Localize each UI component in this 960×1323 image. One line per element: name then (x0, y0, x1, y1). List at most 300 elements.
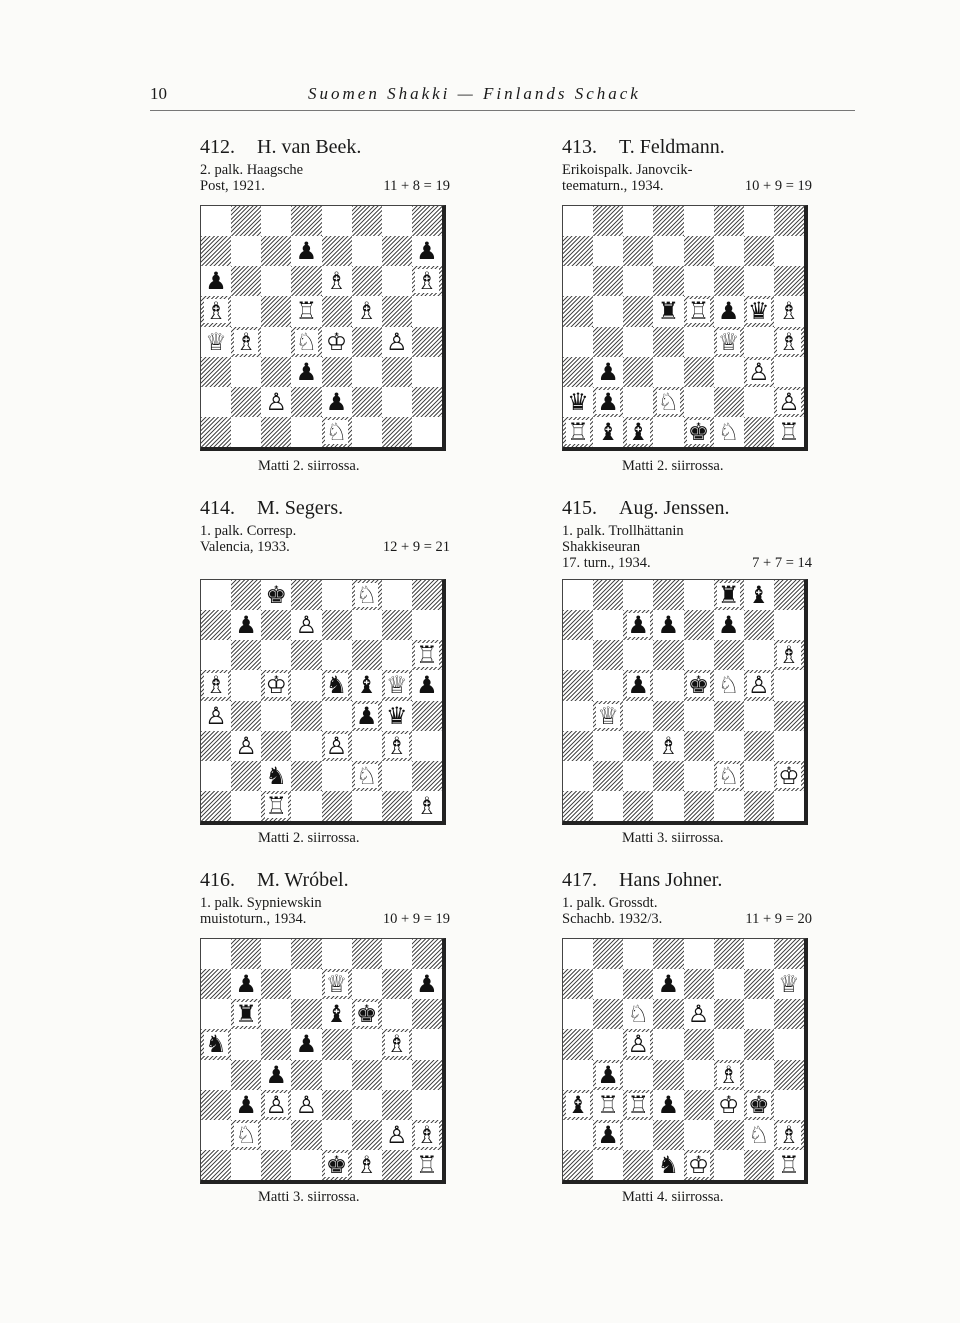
black-pawn-icon: ♟ (717, 611, 740, 640)
source-line: muistoturn., 1934. (200, 911, 307, 927)
board-square (623, 1090, 653, 1120)
white-pawn-icon: ♙ (627, 1030, 650, 1059)
black-rook-icon: ♜ (657, 297, 680, 326)
board-square (563, 327, 593, 357)
board-square (744, 580, 774, 610)
board-square (684, 969, 714, 999)
board-square (623, 999, 653, 1029)
white-pawn-icon: ♙ (295, 1090, 318, 1119)
board-square (623, 791, 653, 821)
board-square (714, 1120, 744, 1150)
problem-title (200, 497, 450, 519)
board-square (352, 761, 382, 791)
black-pawn-icon: ♟ (416, 237, 438, 266)
black-bishop-icon: ♝ (627, 417, 650, 446)
white-queen-icon: ♕ (325, 970, 348, 999)
board-square (714, 670, 744, 700)
board-square (593, 1150, 623, 1180)
board-square (774, 236, 804, 266)
board-square (352, 969, 382, 999)
board-square (563, 731, 593, 761)
white-knight-icon: ♘ (627, 1000, 650, 1029)
white-pawn-icon: ♙ (748, 357, 770, 386)
board-square (653, 640, 683, 670)
board-square (352, 640, 382, 670)
problem-author: T. Feldmann. (619, 136, 725, 158)
white-rook-icon: ♖ (627, 1090, 650, 1119)
white-knight-icon: ♘ (717, 761, 740, 790)
board-square (291, 969, 321, 999)
source-line: 2. palk. Haagsche (200, 162, 304, 178)
board-square (291, 1120, 321, 1150)
board-square (201, 1029, 231, 1059)
problem-stipulation: Matti 3. siirrossa. (258, 1189, 360, 1205)
board-square (714, 1029, 744, 1059)
page-number: 10 (150, 84, 167, 103)
black-pawn-icon: ♟ (627, 671, 650, 700)
board-square (714, 206, 744, 236)
board-square (653, 1150, 683, 1180)
problem-stipulation: Matti 3. siirrossa. (622, 830, 724, 846)
board-square (231, 417, 261, 447)
board-square (322, 206, 352, 236)
black-knight-icon: ♞ (265, 761, 288, 790)
board-square (322, 296, 352, 326)
board-square (563, 1090, 593, 1120)
problem-number: 413. (562, 136, 597, 158)
white-pawn-icon: ♙ (687, 1000, 710, 1029)
board-square (623, 731, 653, 761)
board-square (261, 580, 291, 610)
white-bishop-icon: ♗ (778, 1120, 800, 1149)
board-square (322, 610, 352, 640)
board-square (653, 327, 683, 357)
problem-number: 414. (200, 497, 235, 519)
board-square (774, 1090, 804, 1120)
chess-diagram (200, 579, 446, 825)
black-pawn-icon: ♟ (235, 1090, 257, 1119)
black-knight-icon: ♞ (325, 671, 348, 700)
white-bishop-icon: ♗ (416, 791, 438, 820)
board-square (231, 266, 261, 296)
board-square (653, 580, 683, 610)
board-square (352, 357, 382, 387)
problem-heading (200, 869, 450, 927)
board-square (201, 670, 231, 700)
black-pawn-icon: ♟ (657, 970, 680, 999)
board-square (774, 670, 804, 700)
white-queen-icon: ♕ (597, 701, 619, 730)
board-square (774, 1120, 804, 1150)
board-square (382, 417, 412, 447)
board-square (291, 236, 321, 266)
board-square (593, 1060, 623, 1090)
source-line: 1. palk. Trollhättanin (562, 523, 684, 539)
white-pawn-icon: ♙ (386, 1120, 408, 1149)
problem-heading (200, 497, 450, 555)
black-queen-icon: ♛ (748, 297, 770, 326)
black-knight-icon: ♞ (205, 1030, 227, 1059)
white-knight-icon: ♘ (717, 671, 740, 700)
board-square (684, 761, 714, 791)
board-square (261, 387, 291, 417)
board-square (684, 1060, 714, 1090)
problem-stipulation: Matti 2. siirrossa. (622, 458, 724, 474)
board-square (352, 731, 382, 761)
chess-board (200, 205, 446, 451)
black-queen-icon: ♛ (386, 701, 408, 730)
black-pawn-icon: ♟ (597, 357, 619, 386)
source-line: Erikoispalk. Janovcik- (562, 162, 693, 178)
black-rook-icon: ♜ (235, 1000, 257, 1029)
board-square (201, 206, 231, 236)
chess-diagram (562, 205, 808, 451)
problem-author: M. Wróbel. (257, 869, 349, 891)
board-square (352, 1090, 382, 1120)
board-square (774, 701, 804, 731)
black-pawn-icon: ♟ (597, 1060, 619, 1089)
board-square (352, 791, 382, 821)
board-square (774, 206, 804, 236)
white-knight-icon: ♘ (355, 761, 378, 790)
board-square (684, 327, 714, 357)
board-square (714, 327, 744, 357)
source-line: Shakkiseuran (562, 539, 641, 555)
board-square (684, 791, 714, 821)
white-king-icon: ♔ (717, 1090, 740, 1119)
board-square (744, 266, 774, 296)
black-pawn-icon: ♟ (295, 357, 318, 386)
source-line: Schachb. 1932/3. (562, 911, 663, 927)
board-square (774, 266, 804, 296)
board-square (261, 999, 291, 1029)
problem-number: 412. (200, 136, 235, 158)
board-square (593, 206, 623, 236)
board-square (201, 1090, 231, 1120)
board-square (201, 701, 231, 731)
board-square (352, 670, 382, 700)
board-square (382, 731, 412, 761)
board-square (563, 580, 593, 610)
board-square (231, 1029, 261, 1059)
board-square (231, 1060, 261, 1090)
board-square (231, 610, 261, 640)
board-square (744, 670, 774, 700)
problem-number: 415. (562, 497, 597, 519)
problem-heading (562, 497, 812, 571)
board-square (623, 640, 653, 670)
board-square (382, 1060, 412, 1090)
white-king-icon: ♔ (687, 1150, 710, 1179)
white-queen-icon: ♕ (717, 327, 740, 356)
board-square (261, 670, 291, 700)
board-square (714, 417, 744, 447)
board-square (291, 640, 321, 670)
board-square (684, 357, 714, 387)
board-square (684, 1090, 714, 1120)
black-bishop-icon: ♝ (748, 581, 770, 610)
chess-board (562, 205, 808, 451)
board-square (563, 357, 593, 387)
board-square (201, 969, 231, 999)
board-square (201, 327, 231, 357)
black-pawn-icon: ♟ (295, 1030, 318, 1059)
board-square (774, 761, 804, 791)
board-square (714, 296, 744, 326)
board-square (412, 206, 442, 236)
board-square (714, 1090, 744, 1120)
board-square (684, 296, 714, 326)
board-square (714, 969, 744, 999)
white-bishop-icon: ♗ (416, 267, 438, 296)
board-square (412, 1150, 442, 1180)
board-square (412, 417, 442, 447)
board-square (593, 1029, 623, 1059)
board-square (563, 236, 593, 266)
board-square (714, 939, 744, 969)
board-square (261, 1090, 291, 1120)
black-bishop-icon: ♝ (355, 671, 378, 700)
board-square (231, 999, 261, 1029)
board-square (322, 640, 352, 670)
board-square (382, 236, 412, 266)
board-square (201, 266, 231, 296)
board-square (412, 731, 442, 761)
problem-source (200, 895, 450, 927)
board-square (714, 1150, 744, 1180)
board-square (231, 387, 261, 417)
board-square (382, 761, 412, 791)
board-square (231, 206, 261, 236)
board-square (744, 1060, 774, 1090)
board-square (382, 266, 412, 296)
board-square (744, 731, 774, 761)
board-square (322, 999, 352, 1029)
board-square (684, 731, 714, 761)
header-rule (150, 110, 855, 111)
white-bishop-icon: ♗ (778, 297, 800, 326)
board-square (261, 236, 291, 266)
white-bishop-icon: ♗ (386, 1030, 408, 1059)
board-square (653, 206, 683, 236)
board-square (593, 999, 623, 1029)
board-square (744, 761, 774, 791)
board-square (412, 1029, 442, 1059)
board-square (623, 701, 653, 731)
chess-diagram (562, 579, 808, 825)
board-square (623, 206, 653, 236)
board-square (352, 1120, 382, 1150)
board-square (291, 1029, 321, 1059)
board-square (563, 791, 593, 821)
board-square (352, 236, 382, 266)
black-pawn-icon: ♟ (657, 611, 680, 640)
board-square (563, 206, 593, 236)
board-square (563, 1029, 593, 1059)
board-square (593, 387, 623, 417)
board-square (623, 939, 653, 969)
board-square (322, 357, 352, 387)
board-square (593, 640, 623, 670)
board-square (322, 1150, 352, 1180)
board-square (653, 1060, 683, 1090)
board-square (563, 939, 593, 969)
white-king-icon: ♔ (325, 327, 348, 356)
piece-count: 11 + 8 = 19 (383, 178, 450, 194)
board-square (352, 327, 382, 357)
board-square (322, 731, 352, 761)
board-square (261, 939, 291, 969)
black-pawn-icon: ♟ (265, 1060, 288, 1089)
board-square (774, 1150, 804, 1180)
black-pawn-icon: ♟ (597, 387, 619, 416)
board-square (563, 969, 593, 999)
board-square (291, 580, 321, 610)
board-square (412, 701, 442, 731)
board-square (774, 327, 804, 357)
board-square (593, 701, 623, 731)
board-square (623, 387, 653, 417)
board-square (322, 969, 352, 999)
board-square (322, 236, 352, 266)
board-square (291, 357, 321, 387)
board-square (412, 1120, 442, 1150)
board-square (714, 731, 744, 761)
board-square (593, 1090, 623, 1120)
board-square (322, 387, 352, 417)
board-square (291, 731, 321, 761)
board-square (593, 791, 623, 821)
white-pawn-icon: ♙ (235, 731, 257, 760)
problem-title (200, 136, 450, 158)
board-square (412, 610, 442, 640)
board-square (261, 1120, 291, 1150)
chess-board (200, 579, 446, 825)
board-square (231, 969, 261, 999)
board-square (774, 610, 804, 640)
white-pawn-icon: ♙ (325, 731, 348, 760)
board-square (322, 1060, 352, 1090)
board-square (382, 610, 412, 640)
white-rook-icon: ♖ (778, 1150, 800, 1179)
board-square (593, 670, 623, 700)
board-square (744, 610, 774, 640)
board-square (593, 357, 623, 387)
board-square (382, 1090, 412, 1120)
board-square (744, 236, 774, 266)
board-square (382, 580, 412, 610)
problem-source (200, 162, 450, 194)
white-bishop-icon: ♗ (657, 731, 680, 760)
board-square (382, 999, 412, 1029)
board-square (261, 417, 291, 447)
board-square (744, 1090, 774, 1120)
board-square (563, 999, 593, 1029)
board-square (774, 387, 804, 417)
black-king-icon: ♚ (355, 1000, 378, 1029)
problem-author: Aug. Jenssen. (619, 497, 730, 519)
board-square (774, 1029, 804, 1059)
board-square (201, 417, 231, 447)
board-square (744, 206, 774, 236)
board-square (382, 969, 412, 999)
black-king-icon: ♚ (687, 671, 710, 700)
board-square (412, 761, 442, 791)
chess-board (562, 579, 808, 825)
board-square (653, 791, 683, 821)
board-square (291, 206, 321, 236)
board-square (352, 387, 382, 417)
chess-board (200, 938, 446, 1184)
board-square (684, 1150, 714, 1180)
running-title: Suomen Shakki — Finlands Schack (308, 84, 641, 103)
board-square (201, 387, 231, 417)
board-square (744, 1150, 774, 1180)
board-square (563, 761, 593, 791)
white-pawn-icon: ♙ (778, 387, 800, 416)
board-square (653, 939, 683, 969)
board-square (714, 610, 744, 640)
board-square (382, 791, 412, 821)
white-king-icon: ♔ (265, 671, 288, 700)
board-square (653, 236, 683, 266)
white-bishop-icon: ♗ (205, 671, 227, 700)
black-pawn-icon: ♟ (416, 970, 438, 999)
board-square (412, 296, 442, 326)
black-pawn-icon: ♟ (235, 970, 257, 999)
board-square (593, 1120, 623, 1150)
black-bishop-icon: ♝ (325, 1000, 348, 1029)
white-pawn-icon: ♙ (265, 1090, 288, 1119)
board-square (563, 610, 593, 640)
board-square (563, 417, 593, 447)
white-pawn-icon: ♙ (265, 387, 288, 416)
white-bishop-icon: ♗ (778, 641, 800, 670)
board-square (231, 731, 261, 761)
board-square (352, 580, 382, 610)
board-square (593, 610, 623, 640)
board-square (623, 1120, 653, 1150)
board-square (563, 701, 593, 731)
black-pawn-icon: ♟ (416, 671, 438, 700)
board-square (352, 1150, 382, 1180)
board-square (352, 701, 382, 731)
board-square (653, 969, 683, 999)
black-bishop-icon: ♝ (567, 1090, 589, 1119)
board-square (684, 266, 714, 296)
board-square (412, 387, 442, 417)
black-queen-icon: ♛ (567, 387, 589, 416)
black-pawn-icon: ♟ (325, 387, 348, 416)
black-pawn-icon: ♟ (717, 297, 740, 326)
board-square (744, 939, 774, 969)
board-square (412, 640, 442, 670)
board-square (714, 999, 744, 1029)
board-square (653, 701, 683, 731)
white-rook-icon: ♖ (687, 297, 710, 326)
board-square (714, 640, 744, 670)
board-square (653, 387, 683, 417)
board-square (653, 1120, 683, 1150)
source-line: Valencia, 1933. (200, 539, 290, 555)
board-square (382, 327, 412, 357)
board-square (231, 357, 261, 387)
board-square (412, 1060, 442, 1090)
board-square (593, 580, 623, 610)
board-square (231, 580, 261, 610)
board-square (291, 1060, 321, 1090)
problem-source (200, 523, 450, 555)
